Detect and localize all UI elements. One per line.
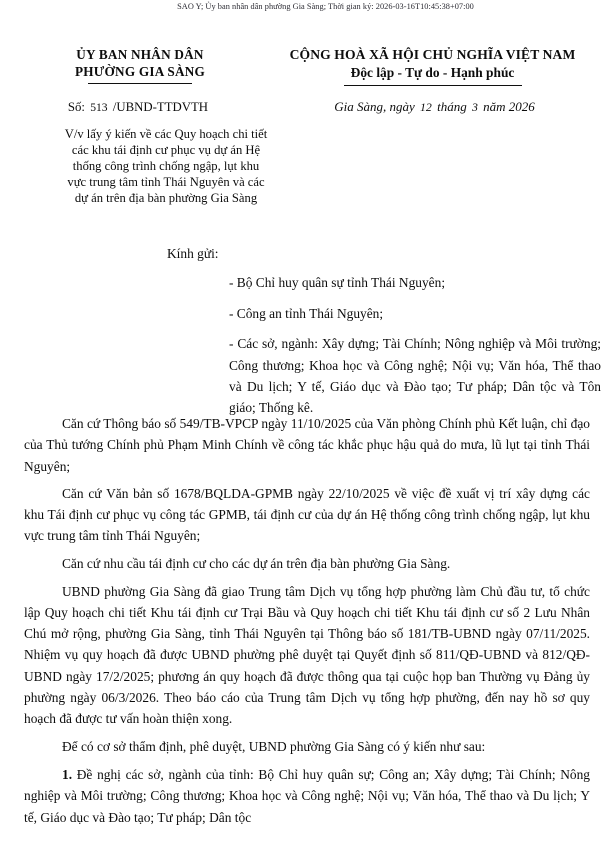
body-paragraph: Để có cơ sở thẩm định, phê duyệt, UBND phường Gia Sàng có ý kiến như sau: [62,739,486,755]
letterhead [0,46,613,86]
national-motto: Độc lập - Tự do - Hạnh phúc [350,65,515,80]
recipients-label: Kính gửi: [167,246,219,261]
body-paragraph: Căn cứ nhu cầu tái định cư cho các dự án trên địa bàn phường Gia Sàng. [62,555,451,571]
document-number-value: 513 [90,101,108,114]
organization-name-line1: ỦY BAN NHÂN DÂN [76,47,204,62]
document-subject: V/v lấy ý kiến về các Quy hoạch chi tiết các khu tái định cư phục vụ dự án Hệ thống công trình chống ngập, lụt khu vực trung tâm tỉnh Thái Nguyên và các dự án trên địa bàn phường Gia Sàng [64,127,268,206]
date-day: 12 [420,100,432,114]
document-number-prefix: Số: [67,100,85,114]
organization-name-line2: PHƯỜNG GIA SÀNG [74,64,206,79]
date-month: 3 [471,100,478,114]
digital-signature-stamp: SAO Y; Ủy ban nhân dân phường Gia Sàng; Thời gian ký: 2026-03-16T10:45:38+07:00 [177,2,474,11]
recipients-list [229,272,601,419]
issuing-authority-block [0,46,262,84]
body-paragraph: Căn cứ Văn bản số 1678/BQLDA-GPMB ngày 22/10/2025 về việc đề xuất vị trí xây dựng các khu Tái định cư phục vụ công tác GPMB, tái định cư của dự án Hệ thống công trình chống ngập, lụt khu vực trung tâm tỉnh Thái Nguyên; [24,485,590,544]
recipients-block [0,245,613,419]
date-year-label: năm [483,99,506,114]
list-item: - Bộ Chỉ huy quân sự tỉnh Thái Nguyên; [229,275,446,290]
list-item: - Các sở, ngành: Xây dựng; Tài Chính; Nông nghiệp và Môi trường; Công thương; Khoa học và Công nghệ; Nội vụ; Văn hóa, Thể thao và Du lịch; Y tế, Giáo dục và Đào tạo; Tư pháp; Dân tộc và Tôn giáo; Thống kê. [229,336,601,416]
date-month-label: tháng [437,99,467,114]
date-year: 2026 [508,99,535,114]
organization-underline [88,83,192,84]
document-number-suffix: /UBND-TTDVTH [112,100,209,114]
item-1-text: Đề nghị các sở, ngành của tỉnh: Bộ Chỉ huy quân sự; Công an; Xây dựng; Tài Chính; Nông nghiệp và Môi trường; Công thương; Khoa học và Công nghệ; Nội vụ; Văn hóa, Thể thao và Du lịch; Y tế, Giáo dục và Đào tạo; Tư pháp; Dân tộc [24,766,590,825]
body-paragraph: Căn cứ Thông báo số 549/TB-VPCP ngày 11/10/2025 của Văn phòng Chính phủ Kết luận, chỉ đạo của Thủ tướng Chính phủ Phạm Minh Chính về công tác khắc phục hậu quả do mưa, lũ lụt tại tỉnh Thái Nguyên; [24,416,590,474]
national-heading-block [262,46,613,86]
document-body [24,413,590,828]
reference-row [0,99,613,115]
motto-underline [344,85,522,86]
nation-title: CỘNG HOÀ XÃ HỘI CHỦ NGHĨA VIỆT NAM [289,47,576,62]
body-numbered-item-1 [24,764,590,828]
document-number [0,100,262,115]
item-1-number: 1. [62,766,73,782]
list-item: - Công an tỉnh Thái Nguyên; [229,305,384,321]
body-paragraph: UBND phường Gia Sàng đã giao Trung tâm Dịch vụ tổng hợp phường làm Chủ đầu tư, tổ chức lập Quy hoạch chi tiết Khu tái định cư Trại Bầu và Quy hoạch chi tiết Khu tái định cư số 2 Lưu Nhân Chú mở rộng, phường Gia Sàng, tỉnh Thái Nguyên tại Thông báo số 181/TB-UBND ngày 07/11/2025. Nhiệm vụ quy hoạch đã được UBND phường phê duyệt tại Quyết định số 811/QĐ-UBND và 812/QĐ-UBND ngày 17/2/2025; phương án quy hoạch đã được thông qua tại cuộc họp ban Thường vụ Đảng ủy phường ngày 06/3/2026. Theo báo cáo của Trung tâm Dịch vụ tổng hợp phường, đến nay hồ sơ quy hoạch đã được tư vấn hoàn thiện xong. [24,583,590,727]
place-date-prefix: Gia Sàng, ngày [334,99,415,114]
place-and-date [262,99,613,115]
